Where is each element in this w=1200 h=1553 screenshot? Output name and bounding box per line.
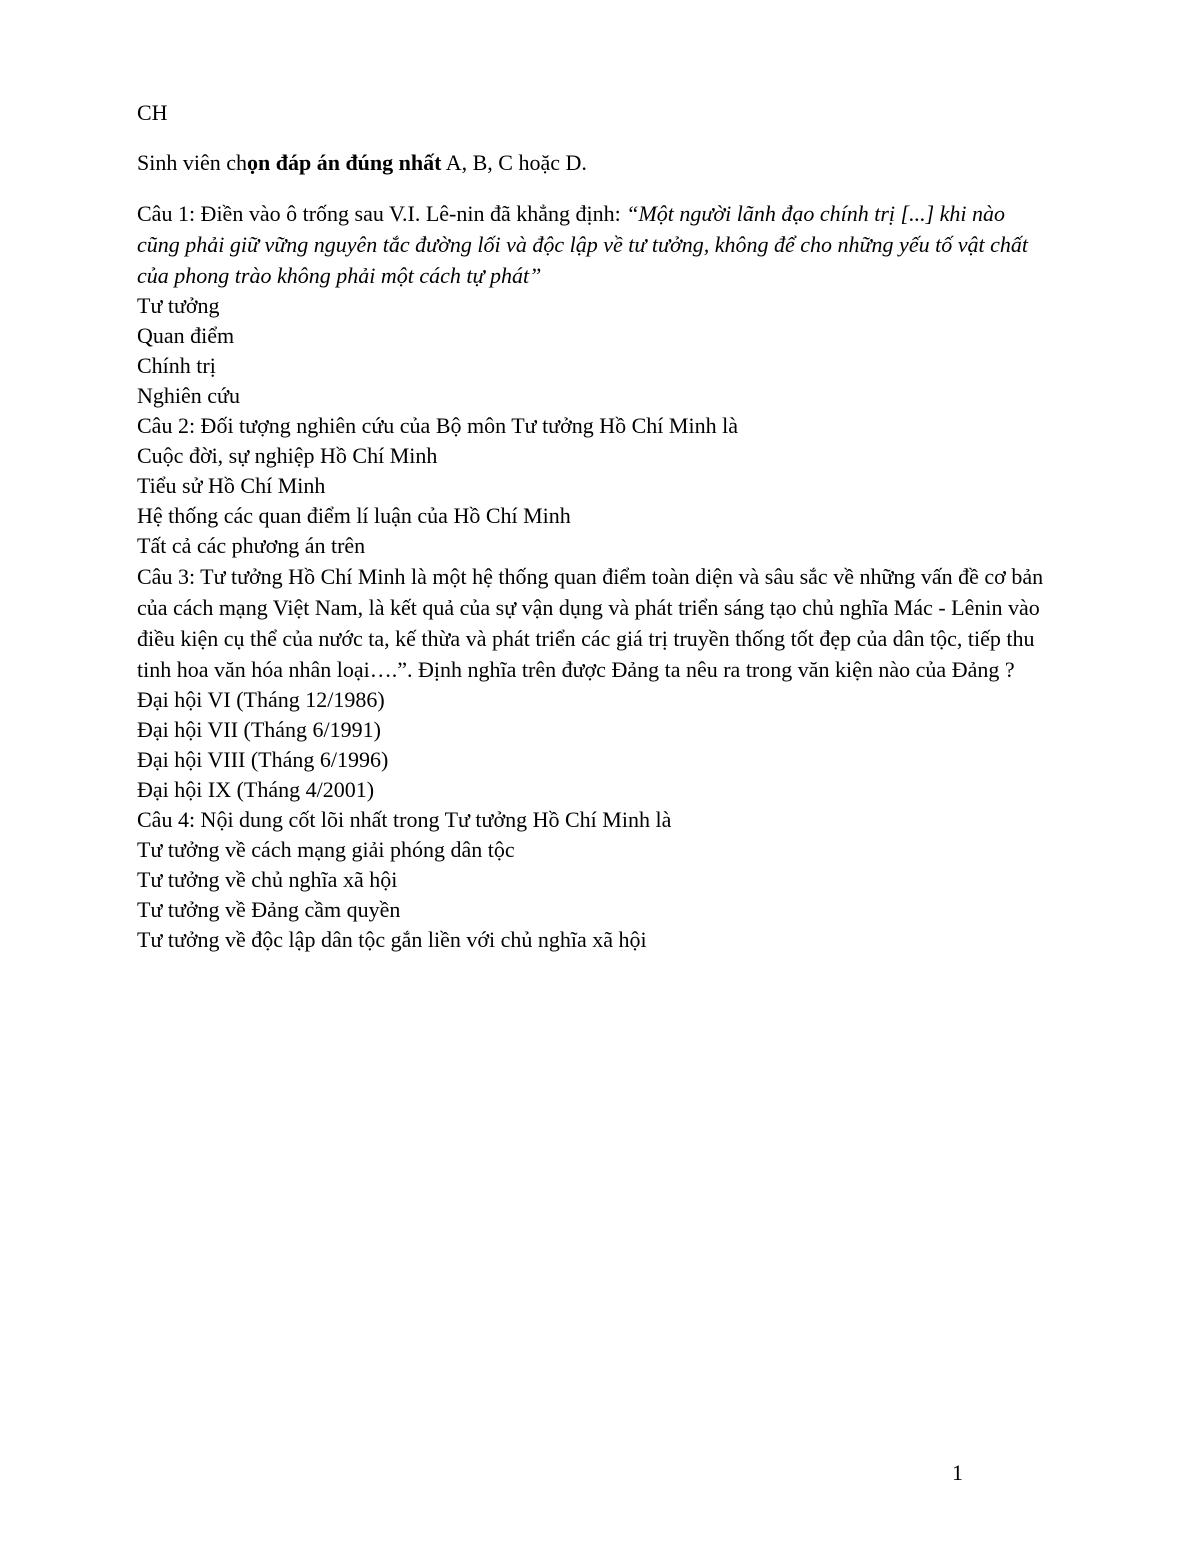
instruction-suffix: A, B, C hoặc D. xyxy=(441,150,587,175)
question-4-option-c: Tư tưởng về Đảng cầm quyền xyxy=(137,897,401,922)
instruction-line xyxy=(137,148,1047,178)
question-2-option-b: Tiểu sử Hồ Chí Minh xyxy=(137,473,326,498)
question-1 xyxy=(137,198,1047,291)
question-1-prompt: Câu 1: Điền vào ô trống sau V.I. Lê-nin đã khẳng định: xyxy=(137,201,621,226)
question-2-option-a: Cuộc đời, sự nghiệp Hồ Chí Minh xyxy=(137,443,438,468)
question-1-option-d: Nghiên cứu xyxy=(137,383,240,408)
question-1-quote: “Một người lãnh đạo chính trị [...] khi nào cũng phải giữ vững nguyên tắc đường lối và độc lập về tư tưởng, không để cho những yếu tố vật chất của phong trào không phải một cách tự phát” xyxy=(137,201,1028,288)
question-4-prompt: Câu 4: Nội dung cốt lõi nhất trong Tư tưởng Hồ Chí Minh là xyxy=(137,807,672,832)
instruction-prefix: Sinh viên ch xyxy=(137,150,247,175)
question-1-option-a: Tư tưởng xyxy=(137,293,220,318)
document-title: CH xyxy=(137,100,168,125)
question-3-option-b: Đại hội VII (Tháng 6/1991) xyxy=(137,717,381,742)
instruction-emphasis: ọn đáp án đúng nhất xyxy=(247,150,442,175)
question-2-option-c: Hệ thống các quan điểm lí luận của Hồ Chí Minh xyxy=(137,503,571,528)
question-1-option-b: Quan điểm xyxy=(137,323,235,348)
question-2-option-d: Tất cả các phương án trên xyxy=(137,533,366,558)
page-number: 1 xyxy=(952,1460,963,1485)
question-4-option-a: Tư tưởng về cách mạng giải phóng dân tộc xyxy=(137,837,515,862)
document-body xyxy=(137,98,1047,955)
question-4-option-d: Tư tưởng về độc lập dân tộc gắn liền với chủ nghĩa xã hội xyxy=(137,927,647,952)
question-3-option-c: Đại hội VIII (Tháng 6/1996) xyxy=(137,747,389,772)
question-2-prompt: Câu 2: Đối tượng nghiên cứu của Bộ môn Tư tưởng Hồ Chí Minh là xyxy=(137,413,738,438)
question-3-prompt: Câu 3: Tư tưởng Hồ Chí Minh là một hệ thống quan điểm toàn diện và sâu sắc về những vấn đề cơ bản của cách mạng Việt Nam, là kết quả của sự vận dụng và phát triển sáng tạo chủ nghĩa Mác - Lênin vào điều kiện cụ thể của nước ta, kế thừa và phát triển các giá trị truyền thống tốt đẹp của dân tộc, tiếp thu tinh hoa văn hóa nhân loại….”. Định nghĩa trên được Đảng ta nêu ra trong văn kiện nào của Đảng ? xyxy=(137,564,1044,682)
question-1-option-c: Chính trị xyxy=(137,353,216,378)
question-3-option-d: Đại hội IX (Tháng 4/2001) xyxy=(137,777,375,802)
question-4-option-b: Tư tưởng về chủ nghĩa xã hội xyxy=(137,867,398,892)
question-3-option-a: Đại hội VI (Tháng 12/1986) xyxy=(137,687,385,712)
